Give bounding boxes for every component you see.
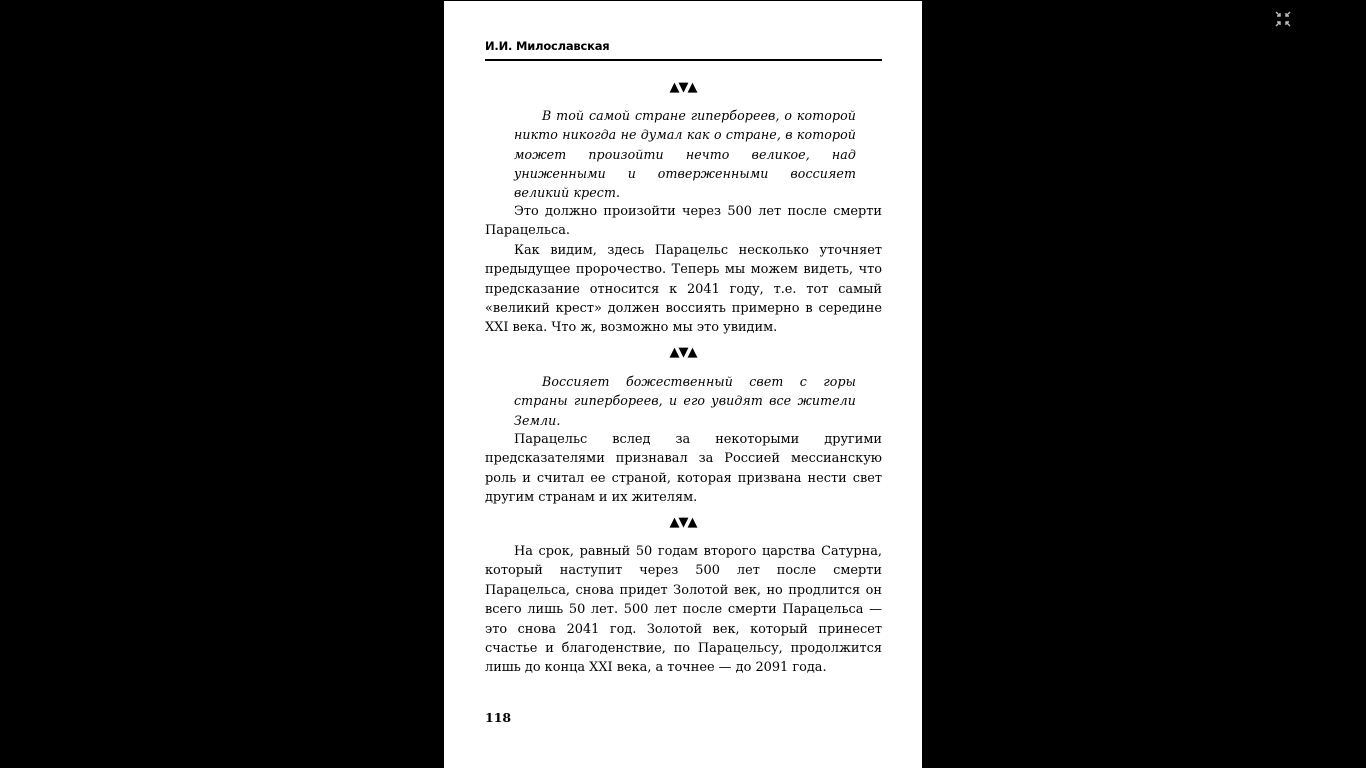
running-head-author: И.И. Милославская [485,39,610,53]
quote-block [514,106,856,202]
book-page [444,1,922,768]
exit-fullscreen-icon [1272,9,1294,29]
body-text-block [485,542,882,678]
section-divider-ornament: ▲▼▲ [669,80,697,95]
quote-block [514,372,856,430]
paragraph: Парацельс вслед за некоторыми другими предсказателями признавал за Россией мессианскую роль и считал ее страной, которая призвана нести свет другим странам и их жителям. [485,432,882,506]
header-rule [485,59,882,61]
body-text-block [485,202,882,338]
paragraph: Как видим, здесь Парацельс несколько уточняет предыдущее пророчество. Теперь мы можем видеть, что предсказание относится к 2041 году, т.е. тот самый «великий крест» должен воссиять примерно в середине XXI века. Что ж, возможно мы это увидим. [485,242,882,336]
page-number: 118 [485,710,512,725]
paragraph: На срок, равный 50 годам второго царства Сатурна, который наступит через 500 лет после смерти Парацельса, снова придет Золотой век, но продлится он всего лишь 50 лет. 500 лет после смерти Парацельса — это снова 2041 год. Золотой век, который принесет счастье и благоденствие, по Парацельсу, продолжится лишь до конца XXI века, а точнее — до 2091 года. [485,544,882,676]
section-divider-ornament: ▲▼▲ [669,345,697,360]
body-text-block [485,430,882,508]
exit-fullscreen-button[interactable] [1272,9,1294,29]
quote-text: В той самой стране гипербореев, о которой никто никогда не думал как о стране, в которой может произойти нечто великое, над униженными и отверженными воссияет великий крест. [514,108,856,201]
section-divider-ornament: ▲▼▲ [669,515,697,530]
quote-text: Воссияет божественный свет с горы страны гипербореев, и его увидят все жители Земли. [514,374,856,428]
paragraph: Это должно произойти через 500 лет после смерти Парацельса. [485,204,882,239]
